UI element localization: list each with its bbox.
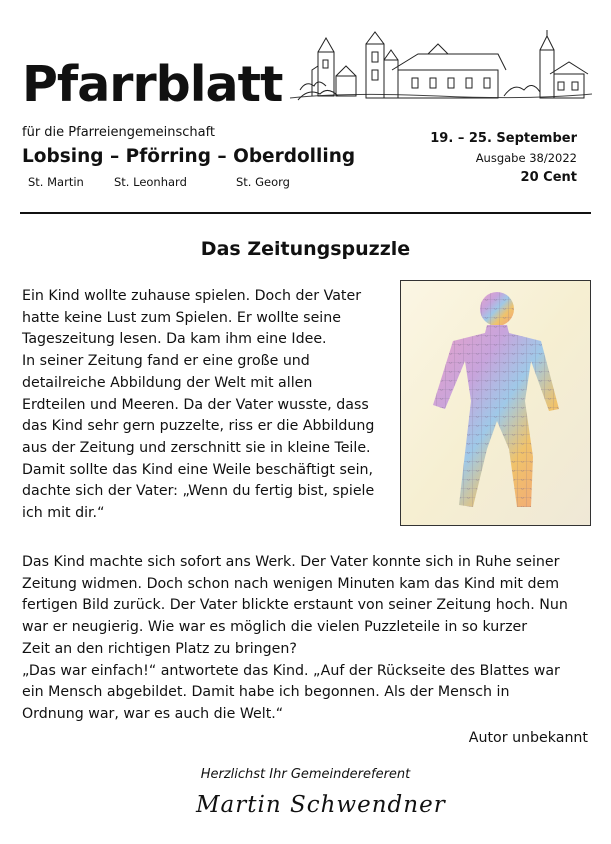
text-line: Ein Kind wollte zuhause spielen. Doch der Vater [22,288,362,304]
article-body-paragraph [22,552,597,726]
author-credit: Autor unbekannt [468,730,588,746]
text-line: das Kind sehr gern puzzelte, riss er die Abbildung [22,418,375,435]
text-line: Tageszeitung lesen. Da kam ihm eine Idee. [22,331,327,348]
text-line: Zeitung widmen. Doch schon nach wenigen Minuten kam das Kind mit dem [22,575,560,592]
church-village-sketch-icon [288,30,593,110]
text-line: ein Mensch abgebildet. Damit habe ich begonnen. Als der Mensch in [22,684,510,701]
text-line: Zeit an den richtigen Platz zu bringen? [22,640,297,657]
text-line: war er neugierig. Wie war es möglich die vielen Puzzleteile in so kurzer [22,619,528,636]
text-line: Erdteilen und Meeren. Da der Vater wusste, dass [22,396,369,413]
text-line: aus der Zeitung und zerschnitt sie in kleine Teile. [22,439,371,456]
price: 20 Cent [520,170,577,185]
text-line: Damit sollte das Kind eine Weile beschäftigt sein, [22,461,374,478]
masthead-subtitle: für die Pfarreiengemeinschaft [22,125,216,140]
text-line: „Das war einfach!“ antwortete das Kind. „Auf der Rückseite des Blattes war [22,662,560,679]
text-line: hatte keine Lust zum Spielen. Er wollte seine [22,309,341,326]
saint-label: St. Martin [28,175,84,189]
masthead-title: Pfarrblatt [22,56,283,113]
text-line: Das Kind machte sich sofort ans Werk. Der Vater konnte sich in Ruhe seiner [22,554,560,570]
text-line: detailreiche Abbildung der Welt mit allen [22,374,313,391]
saint-label: St. Leonhard [114,175,187,189]
text-line: In seiner Zeitung fand er eine große und [22,353,310,370]
text-line: ich mit dir.“ [22,505,105,522]
parish-names: Lobsing – Pförring – Oberdolling [22,146,356,167]
article-intro-paragraph [22,286,402,525]
puzzle-person-illustration [400,280,591,526]
issue-number: Ausgabe 38/2022 [475,151,577,165]
article-title: Das Zeitungspuzzle [200,238,411,260]
signature: Martin Schwendner [196,792,446,818]
header-divider [20,212,591,214]
puzzle-person-icon [401,281,590,525]
text-line: dachte sich der Vater: „Wenn du fertig bist, spiele [22,483,375,500]
text-line: Ordnung war, war es auch die Welt.“ [22,705,284,722]
closing-greeting: Herzlichst Ihr Gemeindereferent [200,767,411,782]
date-range: 19. – 25. September [430,131,577,146]
text-line: fertigen Bild zurück. Der Vater blickte erstaunt von seiner Zeitung hoch. Nun [22,597,568,614]
saint-label: St. Georg [236,175,290,189]
